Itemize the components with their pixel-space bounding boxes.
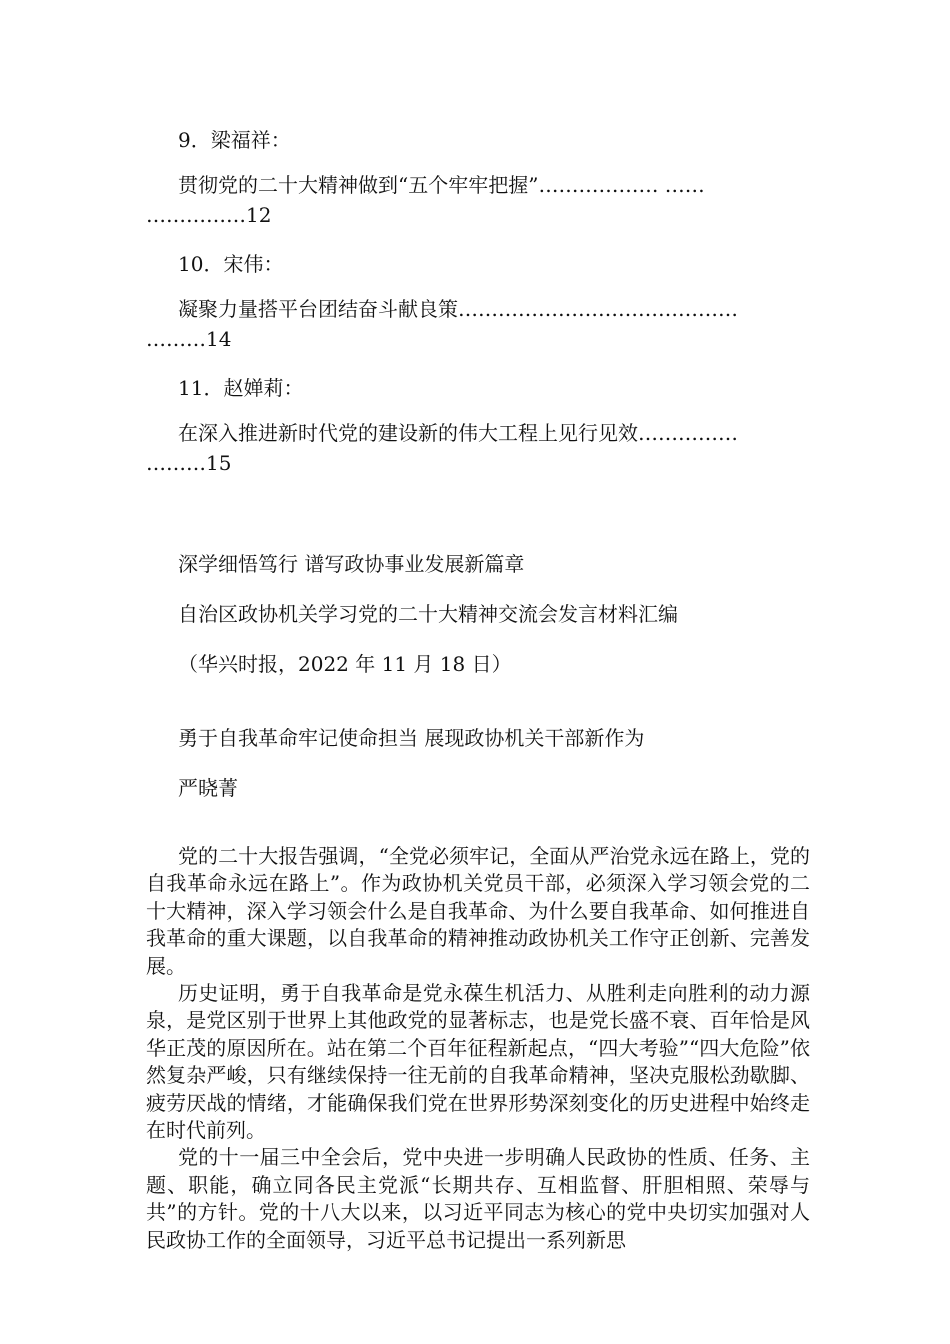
toc-page-leader: ………15	[146, 451, 232, 475]
paragraph: 党的十一届三中全会后，党中央进一步明确人民政协的性质、任务、主题、职能，确立同各民主党派“长期共存、互相监督、肝胆相照、荣辱与共”的方针。党的十八大以来，以习近平同志为核心的党中央切实加强对人民政协工作的全面领导，习近平总书记提出一系列新思	[146, 1145, 810, 1252]
toc-entry-number: 11．赵婵莉：	[178, 376, 304, 400]
toc-entry-title	[146, 170, 810, 230]
toc-entry-number: 9．梁福祥：	[178, 128, 291, 152]
source-line: （华兴时报，2022 年 11 月 18 日）	[178, 652, 512, 676]
toc-title-text: 凝聚力量搭平台团结奋斗献良策……………………………………	[178, 297, 738, 321]
subject-title: 深学细悟笃行 谱写政协事业发展新篇章	[178, 552, 525, 576]
toc-title-text: 贯彻党的二十大精神做到“五个牢牢把握”……………… ……	[178, 173, 705, 197]
toc-title-text: 在深入推进新时代党的建设新的伟大工程上见行见效……………	[178, 421, 738, 445]
collection-title: 自治区政协机关学习党的二十大精神交流会发言材料汇编	[178, 602, 678, 626]
toc-page-leader: ……………12	[146, 203, 272, 227]
toc-page-leader: ………14	[146, 327, 232, 351]
paragraph: 党的二十大报告强调，“全党必须牢记，全面从严治党永远在路上，党的自我革命永远在路上”。作为政协机关党员干部，必须深入学习领会党的二十大精神，深入学习领会什么是自我革命、为什么要自我革命、如何推进自我革命的重大课题，以自我革命的精神推动政协机关工作守正创新、完善发展。	[146, 844, 810, 978]
toc-entry-title	[146, 418, 810, 478]
paragraph: 历史证明，勇于自我革命是党永葆生机活力、从胜利走向胜利的动力源泉，是党区别于世界上其他政党的显著标志，也是党长盛不衰、百年恰是风华正茂的原因所在。站在第二个百年征程新起点，“四大考验”“四大危险”依然复杂严峻，只有继续保持一往无前的自我革命精神，坚决克服松劲歇脚、疲劳厌战的情绪，才能确保我们党在世界形势深刻变化的历史进程中始终走在时代前列。	[146, 981, 810, 1143]
article-body	[146, 843, 810, 1254]
author-name: 严晓菁	[178, 776, 238, 800]
article-title: 勇于自我革命牢记使命担当 展现政协机关干部新作为	[178, 726, 645, 750]
toc-entry-number: 10．宋伟：	[178, 252, 284, 276]
toc-entry-title	[146, 294, 810, 354]
